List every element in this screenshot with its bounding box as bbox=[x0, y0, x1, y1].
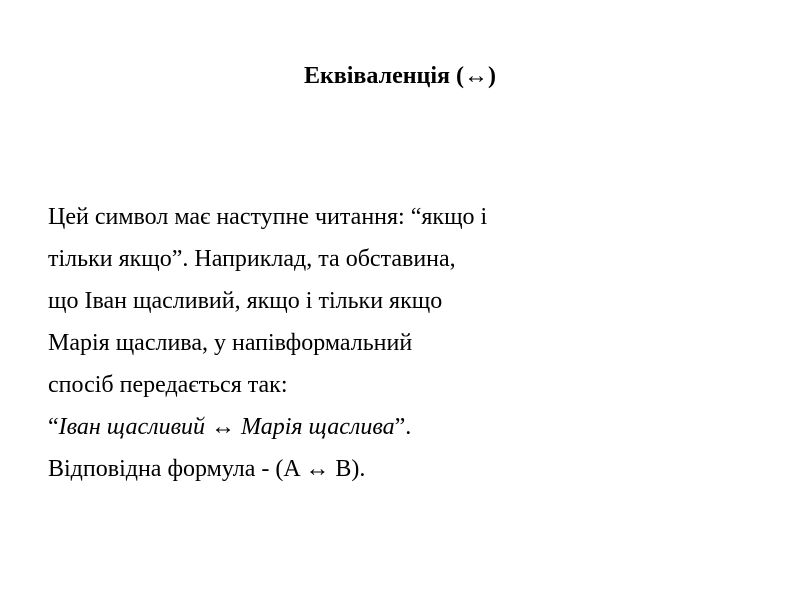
text-line: тільки якщо”. Наприклад, та обставина, bbox=[48, 246, 456, 272]
slide-body bbox=[48, 196, 768, 490]
example-open-quote: “ bbox=[48, 414, 59, 440]
formula-line: Відповідна формула - (A ↔ B). bbox=[48, 456, 366, 482]
example-formula: Іван щасливий ↔ Марія щаслива bbox=[58, 414, 395, 440]
example-close-quote: ”. bbox=[394, 414, 412, 440]
text-line: що Іван щасливий, якщо і тільки якщо bbox=[48, 288, 443, 314]
text-line: Цей символ має наступне читання: “якщо і bbox=[48, 204, 488, 230]
text-line: Марія щаслива, у напівформальний bbox=[48, 330, 413, 356]
example-line bbox=[48, 406, 768, 448]
text-line: спосіб передається так: bbox=[48, 372, 288, 398]
slide-title: Еквіваленція (↔) bbox=[303, 63, 497, 89]
